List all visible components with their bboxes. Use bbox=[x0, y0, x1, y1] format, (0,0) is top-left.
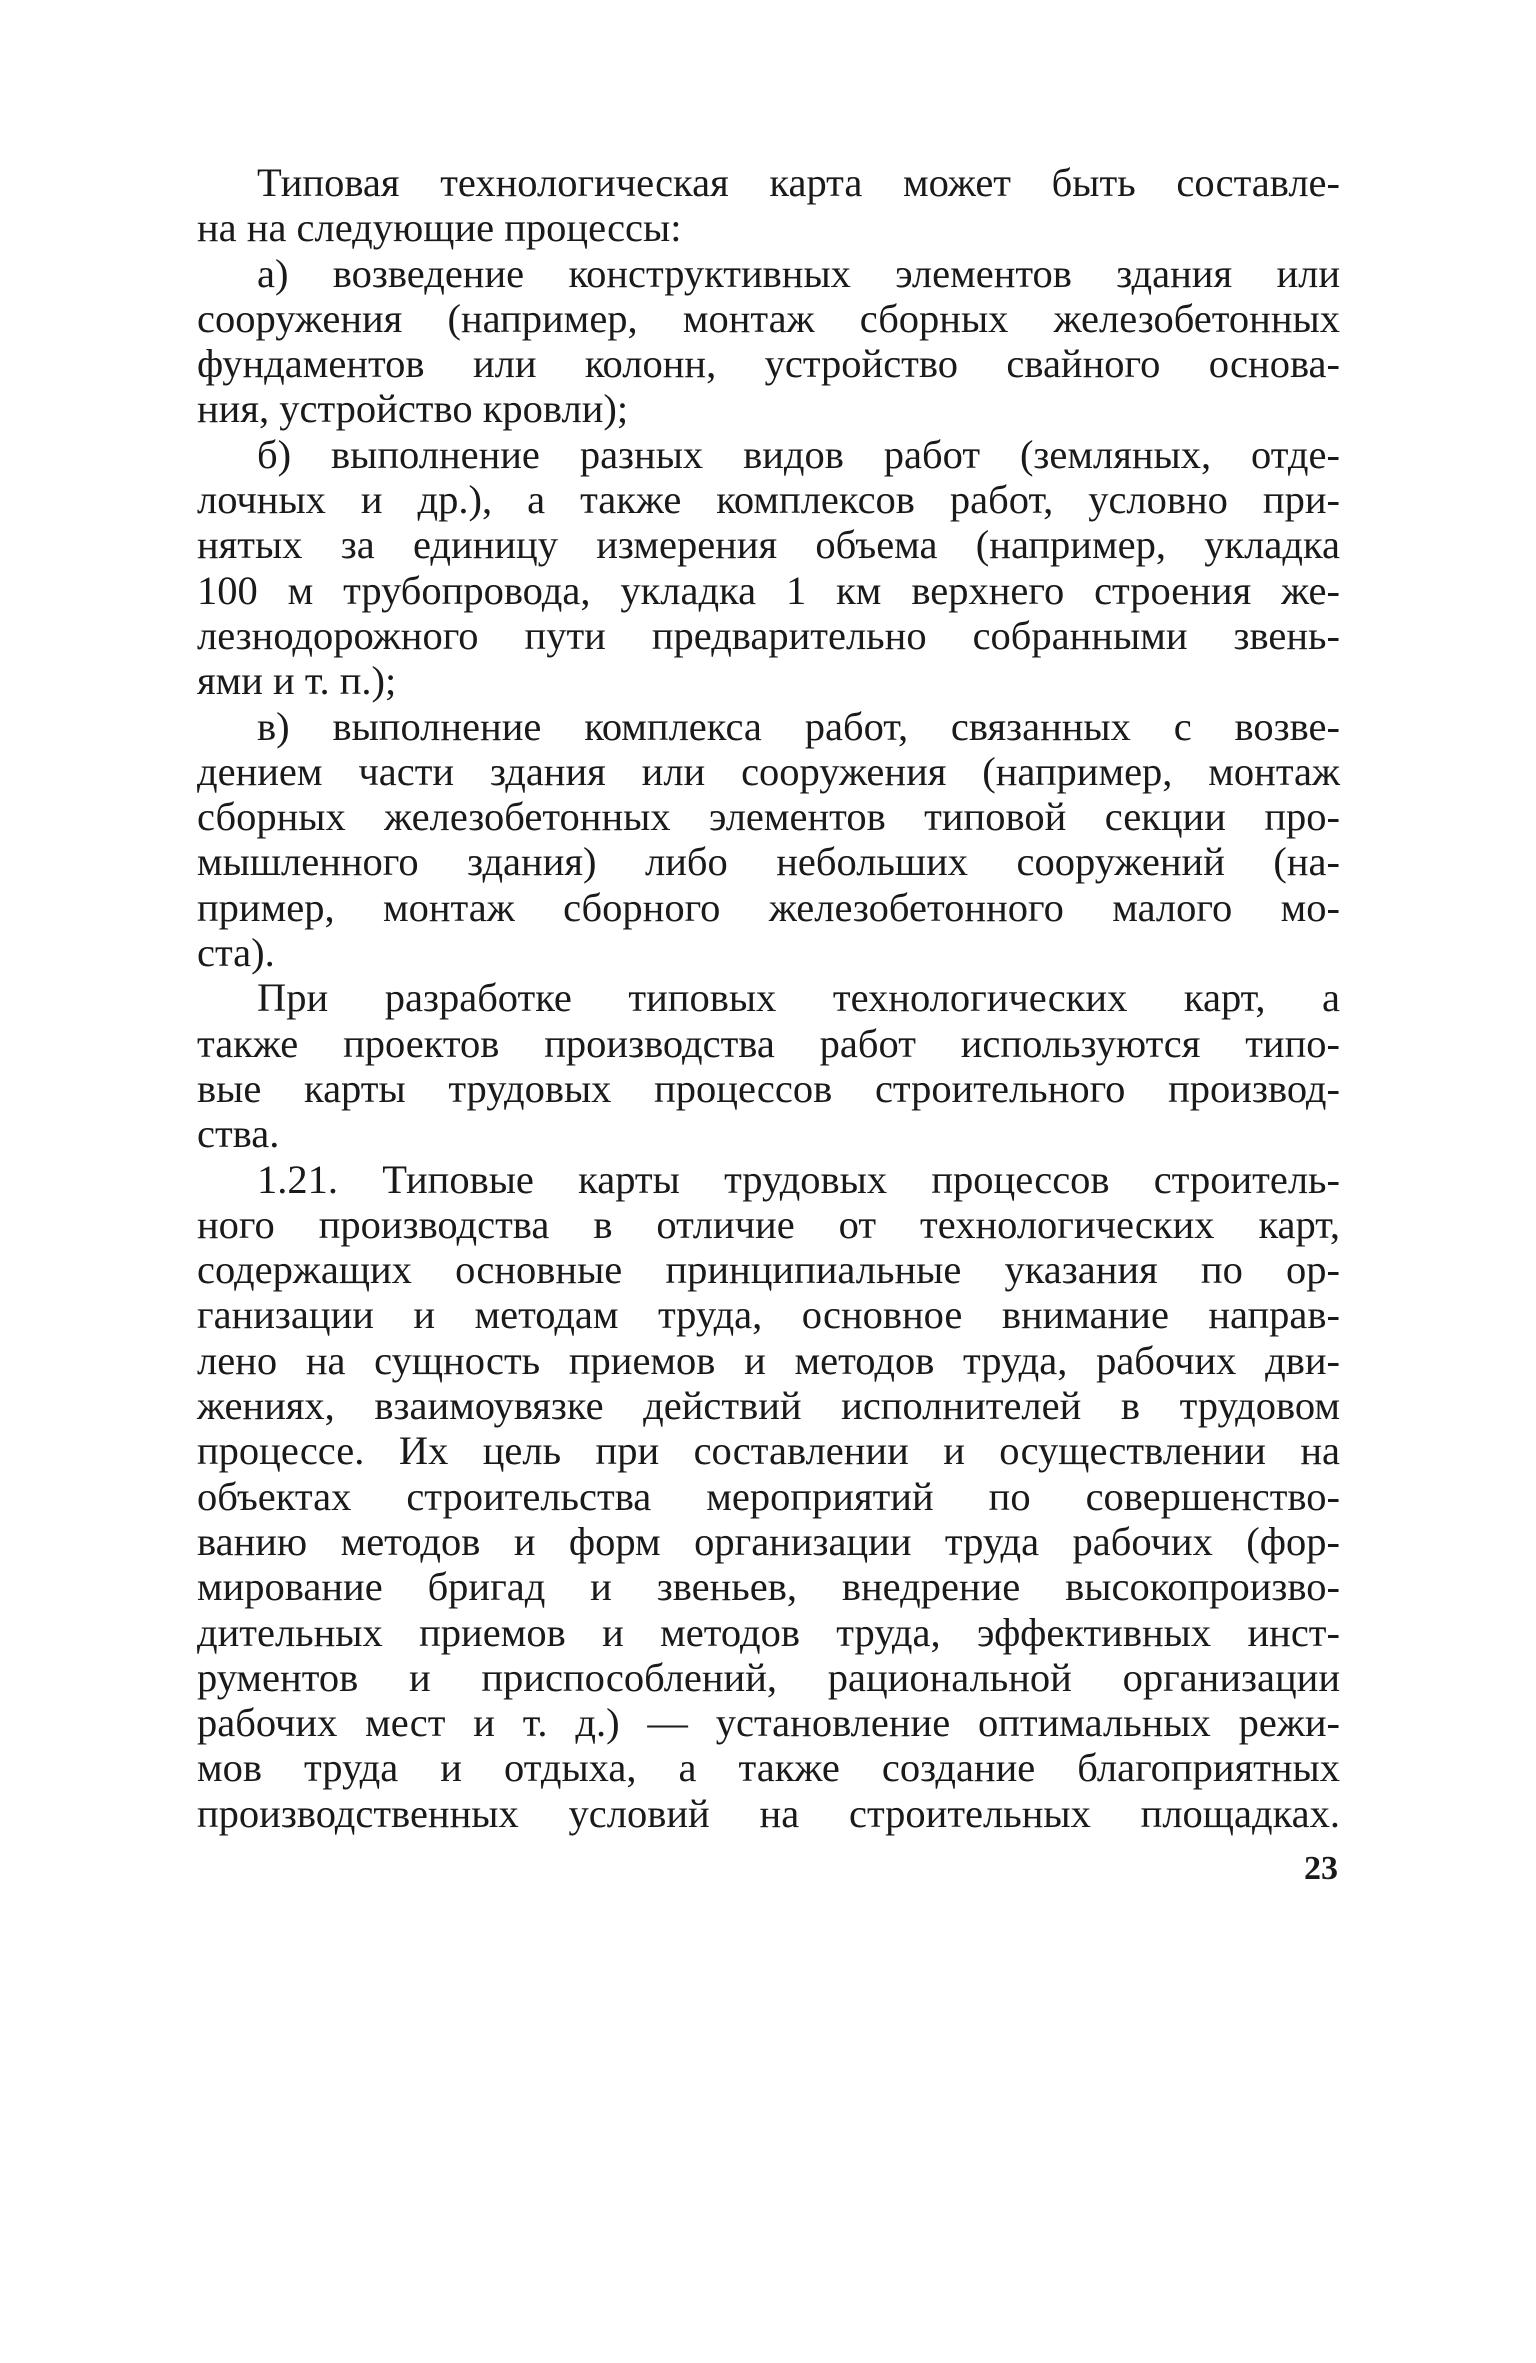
text-line: сооружения (например, монтаж сборных железобетонных bbox=[197, 295, 1340, 341]
text-line: жениях, взаимоувязке действий исполнителей в трудовом bbox=[197, 1383, 1340, 1429]
text-line: фундаментов или колонн, устройство свайного основа- bbox=[197, 341, 1340, 387]
text-line: объектах строительства мероприятий по совершенство- bbox=[197, 1473, 1340, 1519]
text-line: ганизации и методам труда, основное внимание направ- bbox=[197, 1292, 1340, 1338]
text-line: дительных приемов и методов труда, эффективных инст- bbox=[197, 1609, 1340, 1655]
text-line: процессе. Их цель при составлении и осуществлении на bbox=[197, 1428, 1340, 1474]
text-line: дением части здания или сооружения (например, монтаж bbox=[197, 748, 1340, 794]
text-line: содержащих основные принципиальные указания по ор- bbox=[197, 1247, 1340, 1293]
text-line: пример, монтаж сборного железобетонного малого мо- bbox=[197, 884, 1340, 930]
body-text bbox=[197, 160, 1340, 1836]
text-line: рабочих мест и т. д.) — установление оптимальных режи- bbox=[197, 1700, 1340, 1746]
text-line: производственных условий на строительных площадках. bbox=[197, 1790, 1340, 1836]
text-line: нятых за единицу измерения объема (например, укладка bbox=[197, 522, 1340, 568]
text-line: ванию методов и форм организации труда рабочих (фор- bbox=[197, 1518, 1340, 1564]
text-line: мов труда и отдыха, а также создание благоприятных bbox=[197, 1745, 1340, 1791]
text-line: лено на сущность приемов и методов труда, рабочих дви- bbox=[197, 1337, 1340, 1383]
text-line: Типовая технологическая карта может быть составле- bbox=[257, 160, 1340, 205]
text-line: ста). bbox=[197, 930, 275, 976]
text-line: сборных железобетонных элементов типовой секции про- bbox=[197, 794, 1340, 840]
page-number: 23 bbox=[1304, 1850, 1338, 1887]
text-line: мышленного здания) либо небольших сооружений (на- bbox=[197, 839, 1340, 885]
text-line: мирование бригад и звеньев, внедрение высокопроизво- bbox=[197, 1564, 1340, 1610]
text-line: на на следующие процессы: bbox=[197, 205, 682, 251]
text-line: ства. bbox=[197, 1111, 280, 1157]
text-line: рументов и приспособлений, рациональной организации bbox=[197, 1654, 1340, 1700]
text-line: лезнодорожного пути предварительно собранными звень- bbox=[197, 612, 1340, 658]
text-line: лочных и др.), а также комплексов работ, условно при- bbox=[197, 477, 1340, 523]
text-line: При разработке типовых технологических карт, а bbox=[257, 975, 1340, 1021]
text-line: также проектов производства работ используются типо- bbox=[197, 1020, 1340, 1066]
text-line: ния, устройство кровли); bbox=[197, 386, 629, 432]
text-line: 100 м трубопровода, укладка 1 км верхнего строения же- bbox=[197, 567, 1340, 613]
text-line: а) возведение конструктивных элементов здания или bbox=[257, 250, 1340, 296]
text-line: 1.21. Типовые карты трудовых процессов строитель- bbox=[257, 1156, 1340, 1202]
text-line: б) выполнение разных видов работ (земляных, отде- bbox=[257, 431, 1340, 477]
text-line: в) выполнение комплекса работ, связанных с возве- bbox=[257, 703, 1340, 749]
text-line: ями и т. п.); bbox=[197, 658, 397, 704]
text-line: вые карты трудовых процессов строительного производ- bbox=[197, 1065, 1340, 1111]
text-line: ного производства в отличие от технологических карт, bbox=[197, 1201, 1340, 1247]
